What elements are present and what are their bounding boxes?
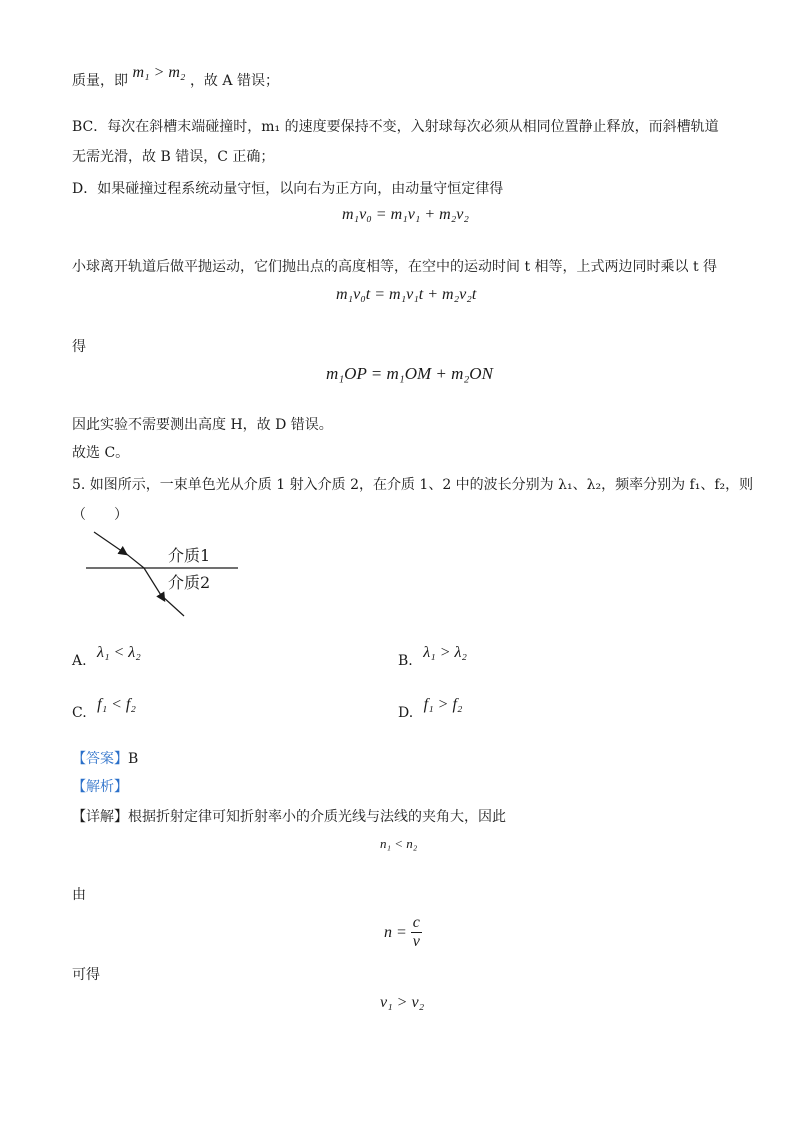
option-c-letter: C. <box>72 705 87 721</box>
option-a-formula: λ₁ < λ₂ <box>97 644 141 661</box>
question-5-paren: （ ） <box>72 507 128 523</box>
incident-ray <box>124 552 144 568</box>
option-a[interactable] <box>72 644 141 670</box>
option-b-letter: B. <box>398 653 413 669</box>
text-line-choose-c: 故选 C。 <box>72 445 130 461</box>
option-d-formula: f₁ > f₂ <box>423 696 463 713</box>
text-line-bc: BC．每次在斜槽末端碰撞时，m₁ 的速度要保持不变，入射球每次必须从相同位置静止释放，而斜槽轨道 <box>72 119 719 135</box>
equation-momentum-times-t: m₁v₀t = m₁v₁t + m₂v₂t <box>336 286 477 303</box>
equation-momentum: m₁v₀ = m₁v₁ + m₂v₂ <box>342 206 469 223</box>
fraction-c-over-v <box>411 914 422 951</box>
question-5-stem: 5. 如图所示，一束单色光从介质 1 射入介质 2，在介质 1、2 中的波长分别为 λ₁、λ₂，频率分别为 f₁、f₂，则 <box>72 477 754 493</box>
refraction-figure <box>80 528 250 620</box>
text-line-1-post: ，故 A 错误； <box>189 73 279 89</box>
text-you: 由 <box>72 887 86 903</box>
medium-1-label: 介质1 <box>168 546 211 565</box>
refracted-ray <box>162 596 184 616</box>
text-kede: 可得 <box>72 967 100 983</box>
equation-distances: m₁OP = m₁OM + m₂ON <box>326 364 493 383</box>
answer-tag: 【答案】 <box>72 751 128 767</box>
option-c[interactable] <box>72 696 136 722</box>
text-line-d: D．如果碰撞过程系统动量守恒，以向右为正方向，由动量守恒定律得 <box>72 181 504 197</box>
incident-ray-arrow <box>94 532 126 554</box>
equation-n-c-over-v <box>384 914 422 951</box>
equation-v1-gt-v2: v₁ > v₂ <box>380 994 425 1011</box>
text-line-projectile: 小球离开轨道后做平抛运动，它们抛出点的高度相等，在空中的运动时间 t 相等，上式两边同时乘以 t 得 <box>72 259 718 275</box>
option-a-letter: A. <box>72 653 87 669</box>
text-line-de: 得 <box>72 339 86 355</box>
inline-formula-m1-gt-m2: m₁ > m₂ <box>132 64 186 81</box>
equation-n1-lt-n2: n₁ < n₂ <box>380 836 418 851</box>
text-line-conclusion-a <box>72 64 279 90</box>
fraction-numerator: c <box>412 914 420 931</box>
option-b-formula: λ₁ > λ₂ <box>423 644 467 661</box>
detail-line <box>72 806 506 826</box>
option-d[interactable] <box>398 696 463 722</box>
analysis-tag: 【解析】 <box>72 779 128 795</box>
text-line-no-height: 因此实验不需要测出高度 H，故 D 错误。 <box>72 417 333 433</box>
option-c-formula: f₁ < f₂ <box>97 696 136 713</box>
option-d-letter: D. <box>398 705 414 721</box>
text-line-bc-cont: 无需光滑，故 B 错误，C 正确； <box>72 149 275 165</box>
text-line-1-pre: 质量，即 <box>72 73 128 89</box>
refracted-ray-arrow <box>144 568 164 600</box>
detail-tag: 【详解】 <box>72 809 128 825</box>
fraction-denominator: v <box>412 933 420 950</box>
option-b[interactable] <box>398 644 467 670</box>
answer-line <box>72 748 138 768</box>
answer-value: B <box>128 751 139 767</box>
detail-text: 根据折射定律可知折射率小的介质光线与法线的夹角大，因此 <box>128 809 506 825</box>
medium-2-label: 介质2 <box>168 573 211 592</box>
equation-n-lhs: n = <box>384 923 407 941</box>
